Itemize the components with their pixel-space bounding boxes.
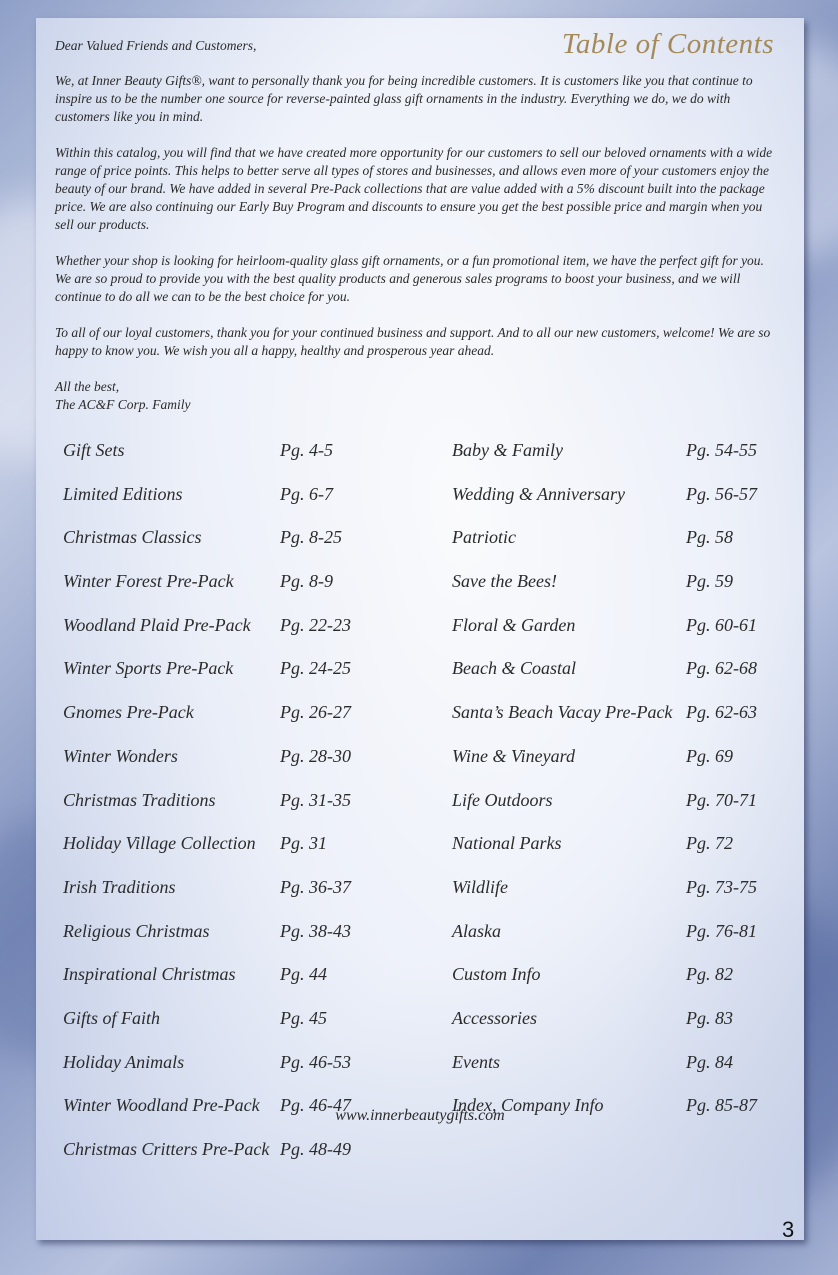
toc-entry-page: Pg. 72: [686, 833, 733, 854]
website-link[interactable]: www.innerbeautygifts.com: [335, 1107, 505, 1124]
toc-entry-title: Gifts of Faith: [63, 1007, 161, 1028]
toc-entry-title: Gift Sets: [63, 440, 125, 460]
toc-entry-title: Custom Info: [452, 964, 541, 985]
toc-entry-title: Christmas Classics: [63, 527, 202, 548]
toc-entry-page: Pg. 24-25: [280, 658, 351, 679]
toc-entry-page: Pg. 54-55: [686, 440, 757, 460]
toc-entry-title: Holiday Village Collection: [63, 833, 256, 854]
toc-entry-title: Wedding & Anniversary: [452, 483, 625, 504]
toc-entry-title: Woodland Plaid Pre-Pack: [63, 614, 251, 635]
toc-entry-title: Winter Sports Pre-Pack: [63, 658, 234, 679]
toc-entry-page: Pg. 46-47: [280, 1095, 351, 1116]
toc-entry-title: Accessories: [452, 1007, 537, 1028]
toc-entry-page: Pg. 73-75: [686, 876, 757, 897]
toc-entry-title: Wine & Vineyard: [452, 745, 575, 766]
toc-entry-title: Winter Forest Pre-Pack: [63, 571, 234, 592]
toc-entry-title: Christmas Traditions: [63, 789, 216, 810]
toc-entry-page: Pg. 44: [280, 964, 327, 985]
letter-paragraph: We, at Inner Beauty Gifts®, want to personally thank you for being incredible customers. It is customers like you that continue to inspire us to be the number one source for reverse-painted glass gift ornaments in the industry. Everything we do, we do with customers like you in mind.: [55, 73, 753, 124]
toc-entry-page: Pg. 6-7: [280, 483, 333, 504]
toc-entry-page: Pg. 83: [686, 1007, 733, 1028]
toc-entry-title: Patriotic: [452, 527, 516, 548]
toc-entry-page: Pg. 59: [686, 571, 733, 592]
toc-entry-page: Pg. 56-57: [686, 483, 757, 504]
toc-entry-title: Winter Wonders: [63, 745, 178, 766]
toc-entry-title: Beach & Coastal: [452, 658, 576, 679]
letter-paragraph: Within this catalog, you will find that we have created more opportunity for our customers to sell our beloved ornaments with a wide range of price points. This helps to better serve all types of stores and businesses, and allows even more of your customers enjoy the beauty of our brand. We have added in several Pre-Pack collections that are value added with a 5% discount built into the package price. We are also continuing our Early Buy Program and discounts to ensure you get the best possible price and margin when you sell our products.: [55, 145, 773, 232]
toc-entry-page: Pg. 38-43: [280, 920, 351, 941]
toc-entry-page: Pg. 62-68: [686, 658, 757, 679]
page-title: Table of Contents: [561, 28, 774, 60]
toc-entry-page: Pg. 8-9: [280, 571, 333, 592]
toc-entry-page: Pg. 36-37: [280, 876, 351, 897]
toc-entry-page: Pg. 26-27: [280, 702, 351, 723]
toc-entry-title: Gnomes Pre-Pack: [63, 702, 194, 723]
toc-entry-page: Pg. 70-71: [686, 789, 757, 810]
toc-entry-title: Irish Traditions: [63, 876, 176, 897]
toc-entry-page: Pg. 62-63: [686, 702, 757, 723]
toc-entry-title: Save the Bees!: [452, 571, 557, 592]
toc-entry-title: Religious Christmas: [63, 920, 210, 941]
toc-entry-page: Pg. 82: [686, 964, 733, 985]
toc-entry-page: Pg. 84: [686, 1051, 733, 1072]
toc-entry-page: Pg. 31: [280, 833, 327, 854]
toc-entry-page: Pg. 69: [686, 745, 733, 766]
toc-entry-title: Index, Company Info: [452, 1095, 604, 1116]
toc-entry-title: Events: [452, 1051, 500, 1072]
toc-entry-page: Pg. 58: [686, 527, 733, 548]
letter-greeting: Dear Valued Friends and Customers,: [55, 38, 257, 53]
welcome-letter: [55, 72, 783, 414]
toc-entry-title: Baby & Family: [452, 440, 563, 460]
toc-entry-title: Christmas Critters Pre-Pack: [63, 1139, 270, 1159]
toc-entry-title: National Parks: [452, 833, 562, 854]
toc-entry-title: Winter Woodland Pre-Pack: [63, 1095, 260, 1116]
toc-entry-page: Pg. 48-49: [280, 1139, 351, 1159]
toc-entry-title: Inspirational Christmas: [63, 964, 236, 985]
toc-entry-title: Alaska: [452, 920, 501, 941]
toc-entry-page: Pg. 28-30: [280, 745, 351, 766]
toc-entry-page: Pg. 4-5: [280, 440, 333, 460]
toc-entry-title: Life Outdoors: [452, 789, 553, 810]
toc-entry-title: Floral & Garden: [452, 614, 576, 635]
toc-entry-title: Holiday Animals: [63, 1051, 185, 1072]
toc-entry-page: Pg. 76-81: [686, 920, 757, 941]
letter-paragraph: Whether your shop is looking for heirloom-quality glass gift ornaments, or a fun promotional item, we have the perfect gift for you. We are so proud to provide you with the best quality products and generous sales programs to boost your business, and we will continue to do all we can to be the best choice for you.: [55, 253, 764, 304]
toc-entry-page: Pg. 8-25: [280, 527, 342, 548]
letter-signature: The AC&F Corp. Family: [55, 397, 191, 412]
toc-entry-title: Santa’s Beach Vacay Pre-Pack: [452, 702, 673, 723]
toc-entry-page: Pg. 45: [280, 1007, 327, 1028]
page-number: 3: [782, 1217, 795, 1242]
toc-entry-page: Pg. 60-61: [686, 614, 757, 635]
toc-entry-page: Pg. 31-35: [280, 789, 351, 810]
content-panel: [36, 18, 804, 1240]
toc-entry-title: Wildlife: [452, 876, 508, 897]
toc-entry-title: Limited Editions: [63, 483, 183, 504]
toc-entry-page: Pg. 85-87: [686, 1095, 757, 1116]
letter-closing: All the best,: [55, 379, 120, 394]
toc-entry-page: Pg. 22-23: [280, 614, 351, 635]
toc-entry-page: Pg. 46-53: [280, 1051, 351, 1072]
letter-paragraph: To all of our loyal customers, thank you for your continued business and support. And to all our new customers, welcome! We are so happy to know you. We wish you all a happy, healthy and prosperous year ahead.: [55, 325, 771, 358]
